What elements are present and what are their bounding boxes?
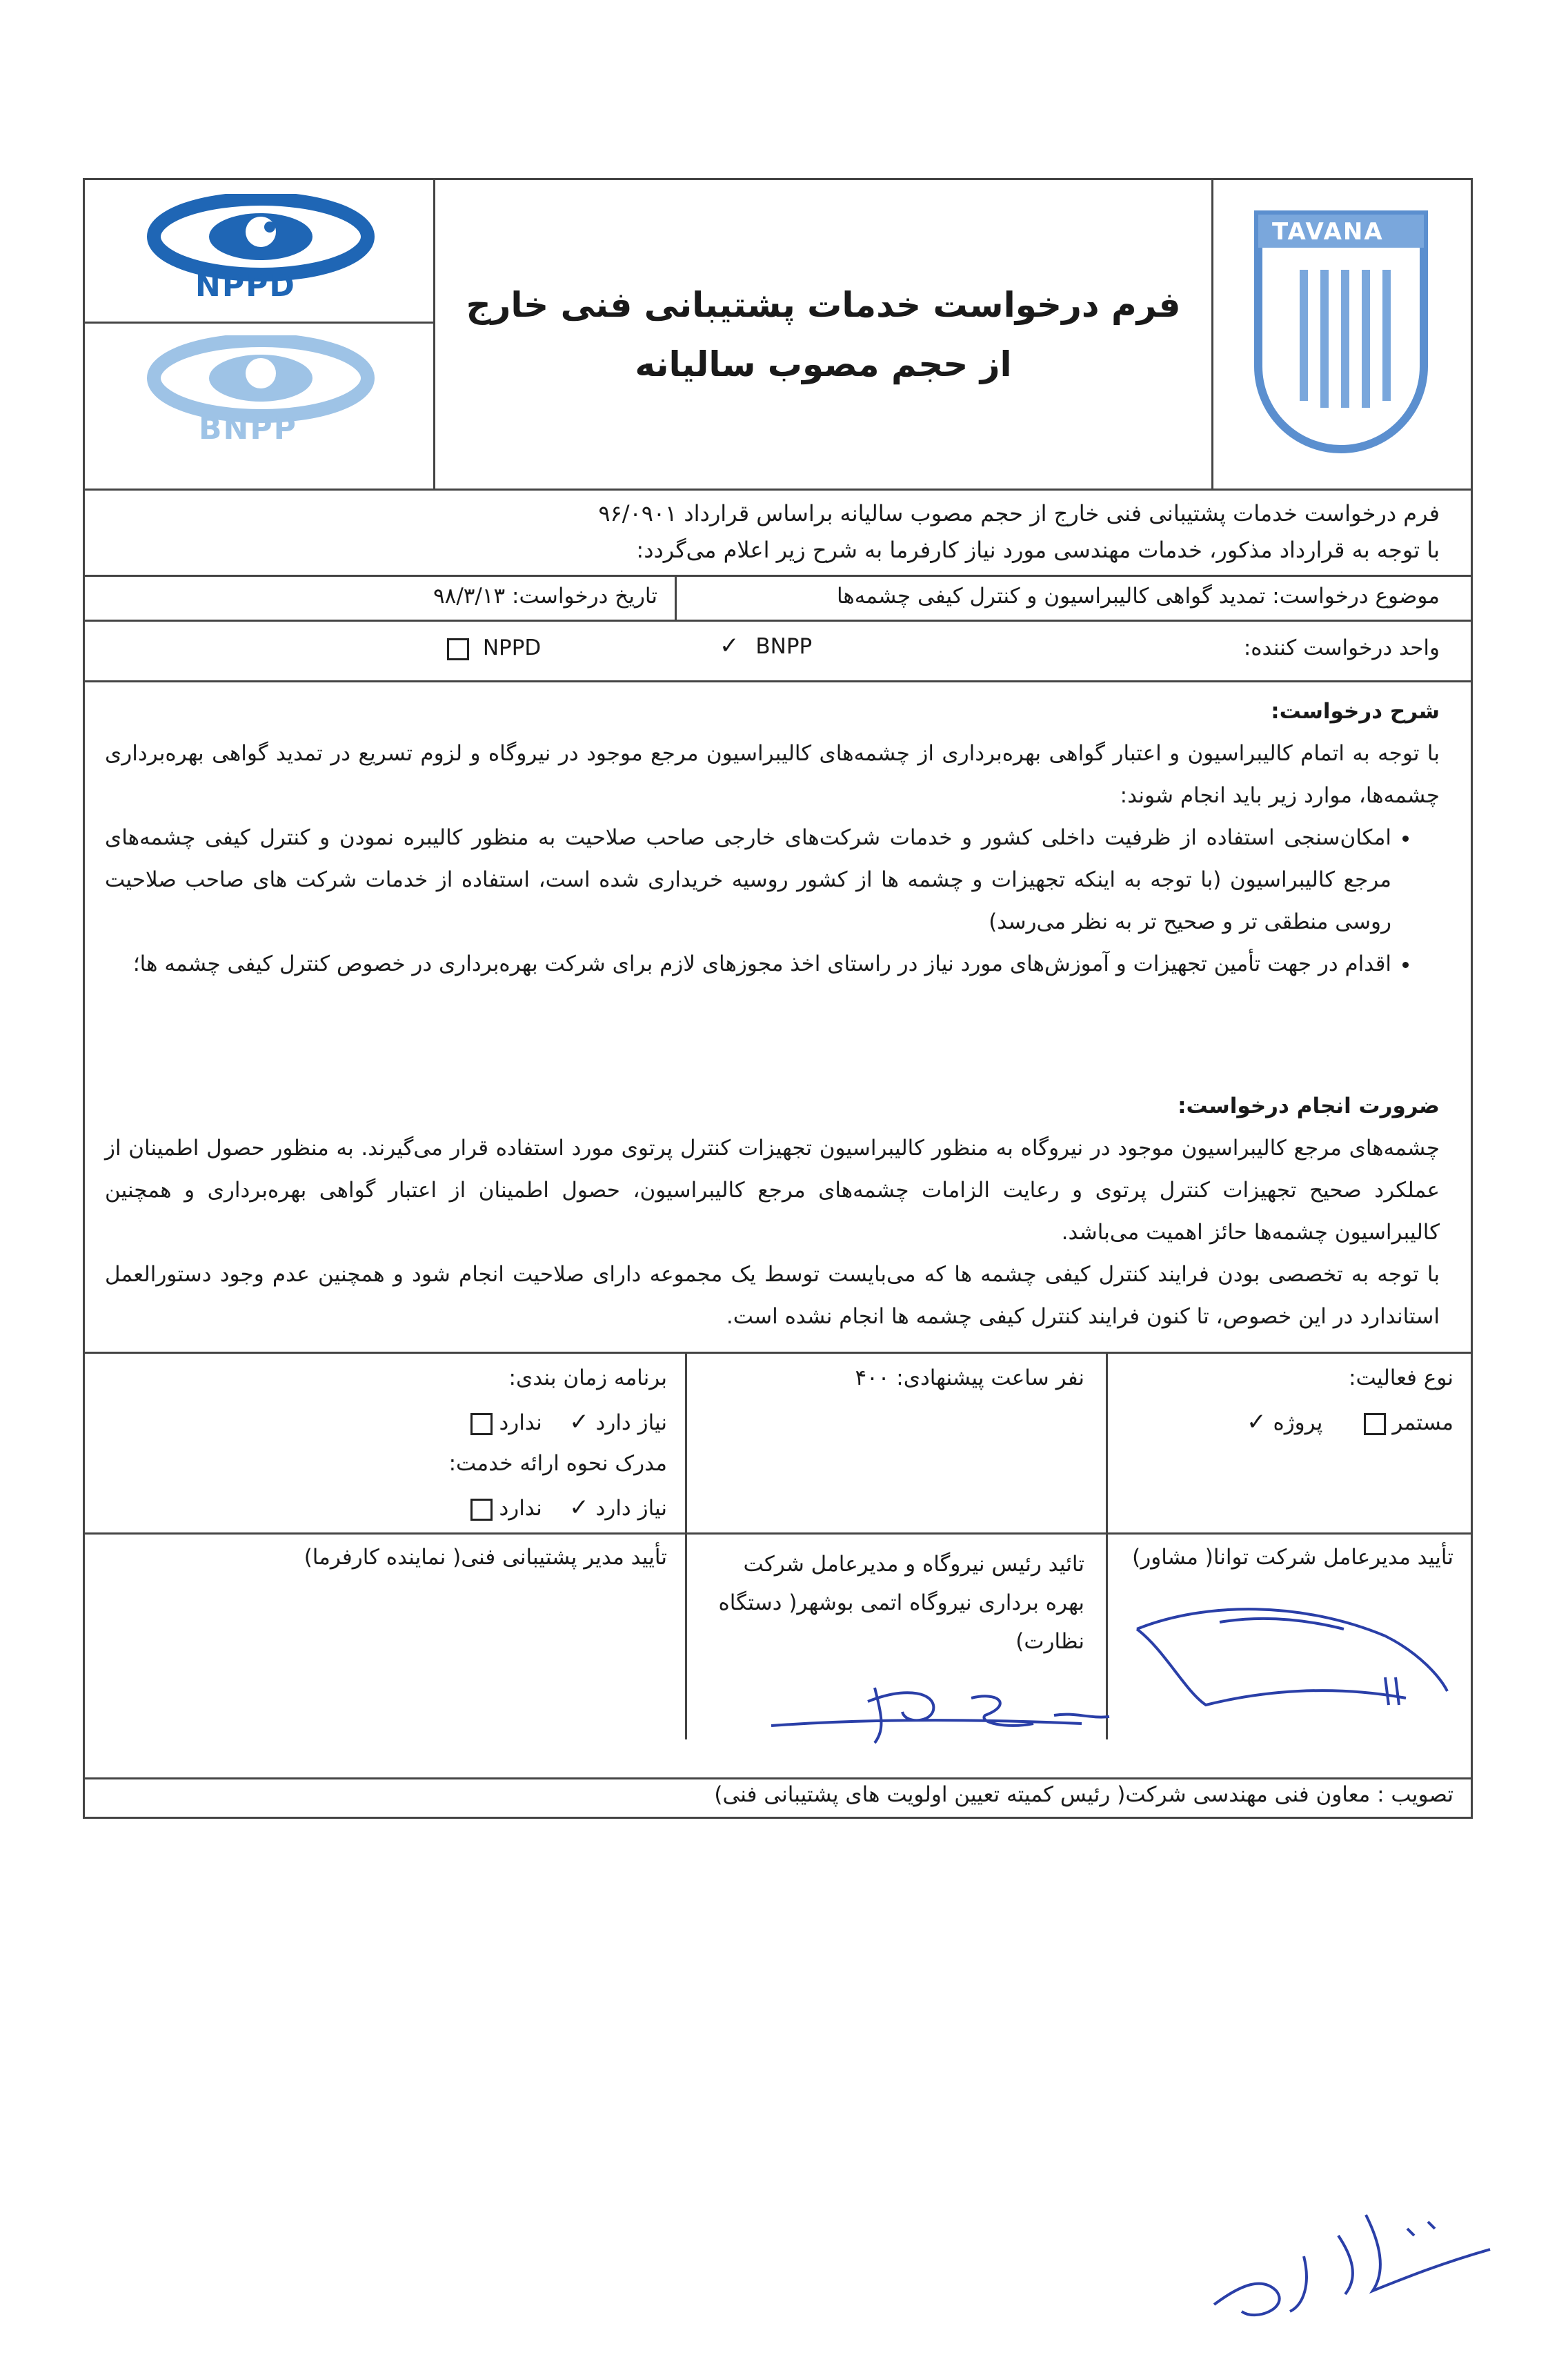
unit-option-nppd	[447, 635, 541, 660]
nppd-logo-text: NPPD	[195, 268, 296, 304]
service-doc-label: مدرک نحوه ارائه خدمت:	[448, 1451, 667, 1476]
request-form	[83, 178, 1473, 1819]
intro-line-1: فرم درخواست خدمات پشتیبانی فنی خارج از حجم مصوب سالیانه براساس قرارداد ۹۶/۰۹۰۱	[598, 500, 1440, 526]
bottom-signature-icon	[1200, 2173, 1518, 2346]
logo-area-left	[85, 180, 435, 489]
approval-tavana: تأیید مدیرعامل شرکت توانا( مشاور)	[1132, 1545, 1453, 1570]
proposed-hours-value: ۴۰۰	[855, 1365, 890, 1390]
checkbox-empty-icon	[447, 638, 469, 660]
activity-type-label: نوع فعالیت:	[1349, 1365, 1453, 1390]
service-doc-options	[101, 1494, 667, 1521]
service-doc-needed-label: نیاز دارد	[595, 1496, 667, 1521]
schedule-needed-label: نیاز دارد	[595, 1410, 667, 1435]
service-doc-not-needed-label: ندارد	[499, 1496, 542, 1521]
check-icon: ✓	[569, 1408, 589, 1436]
necessity-paragraph-1: چشمه‌های مرجع کالیبراسیون موجود در نیروگاه به منظور کالیبراسیون تجهیزات کنترل پرتوی مورد استفاده قرار می‌گیرند. به منظور حصول اطمینان از عملکرد صحیح تجهیزات کنترل پرتوی و رعایت الزامات چشمه‌های مرجع کالیبراسیون، حصول اطمینان از اعتبار گواهی بهره‌برداری و همچنین کالیبراسیون چشمه‌ها حائز اهمیت می‌باشد.	[105, 1136, 1440, 1245]
unit-option-nppd-label: NPPD	[482, 635, 542, 660]
request-subject: موضوع درخواست: تمدید گواهی کالیبراسیون و کنترل کیفی چشمه‌ها	[836, 584, 1440, 609]
description-bullet: • اقدام در جهت تأمین تجهیزات و آموزش‌های مورد نیاز در راستای اخذ مجوزهای لازم برای شرکت بهره‌برداری در خصوص کنترل کیفی چشمه ها؛	[105, 943, 1391, 985]
bnpp-logo-text: BNPP	[199, 411, 297, 446]
check-icon: ✓	[720, 632, 740, 660]
logo-area-right	[1211, 180, 1471, 489]
unit-option-bnpp-label: BNPP	[755, 634, 813, 659]
checkbox-empty-icon	[1364, 1413, 1386, 1435]
description-bullets	[105, 817, 1440, 985]
approval-support: تأیید مدیر پشتیبانی فنی( نماینده کارفرما)	[304, 1545, 667, 1570]
tavana-logo-text: TAVANA	[1272, 218, 1384, 246]
plant-signature-icon	[764, 1674, 1178, 1750]
schedule-not-needed-label: ندارد	[499, 1410, 542, 1435]
activity-project-label: پروژه	[1273, 1410, 1323, 1435]
activity-continuous-label: مستمر	[1392, 1410, 1453, 1435]
description-section	[105, 691, 1440, 985]
intro-line-2: با توجه به قرارداد مذکور، خدمات مهندسی مورد نیاز کارفرما به شرح زیر اعلام می‌گردد:	[636, 537, 1440, 563]
schedule-options	[101, 1408, 667, 1436]
activity-type-options	[1122, 1408, 1453, 1436]
check-icon: ✓	[569, 1494, 589, 1521]
approval-plant: تائید رئیس نیروگاه و مدیرعامل شرکت بهره برداری نیروگاه اتمی بوشهر( دستگاه نظارت)	[718, 1552, 1084, 1654]
proposed-hours-label: نفر ساعت پیشنهادی:	[896, 1365, 1084, 1390]
form-header	[85, 180, 1471, 491]
necessity-section	[105, 1085, 1440, 1338]
description-heading: شرح درخواست:	[1271, 699, 1440, 724]
description-paragraph: با توجه به اتمام کالیبراسیون و اعتبار گواهی بهره‌برداری از چشمه‌های کالیبراسیون مرجع موجود در نیروگاه و لزوم تسریع در تمدید گواهی بهره‌برداری چشمه‌ها، موارد زیر باید انجام شوند:	[105, 741, 1440, 808]
requesting-unit-label: واحد درخواست کننده:	[1243, 635, 1440, 660]
proposed-hours	[698, 1365, 1084, 1390]
form-title: فرم درخواست خدمات پشتیبانی فنی خارج از حجم مصوب سالیانه	[466, 284, 1181, 384]
unit-option-bnpp	[720, 632, 812, 660]
necessity-heading: ضرورت انجام درخواست:	[1178, 1094, 1440, 1118]
checkbox-empty-icon	[470, 1499, 493, 1521]
ratification-line: تصویب : معاون فنی مهندسی شرکت( رئیس کمیته تعیین اولویت های پشتیبانی فنی)	[714, 1782, 1453, 1807]
description-bullet: • امکان‌سنجی استفاده از ظرفیت داخلی کشور و خدمات شرکت‌های خارجی صاحب صلاحیت به منظور کالیبره نمودن و کنترل کیفی چشمه‌های مرجع کالیبراسیون (با توجه به اینکه تجهیزات و چشمه ها از کشور روسیه خریداری شده است، استفاده از خدمات شرکت های صاحب صلاحیت روسی منطقی تر و صحیح تر به نظر می‌رسد)	[105, 817, 1391, 943]
schedule-label: برنامه زمان بندی:	[508, 1365, 667, 1390]
checkbox-empty-icon	[470, 1413, 493, 1435]
check-icon: ✓	[1247, 1408, 1267, 1436]
necessity-paragraph-2: با توجه به تخصصی بودن فرایند کنترل کیفی چشمه ها که می‌بایست توسط یک مجموعه دارای صلاحیت انجام شود و همچنین عدم وجود دستورالعمل استاندارد در این خصوص، تا کنون فرایند کنترل کیفی چشمه ها انجام نشده است.	[105, 1262, 1440, 1329]
request-date: تاریخ درخواست: ۹۸/۳/۱۳	[433, 584, 657, 609]
